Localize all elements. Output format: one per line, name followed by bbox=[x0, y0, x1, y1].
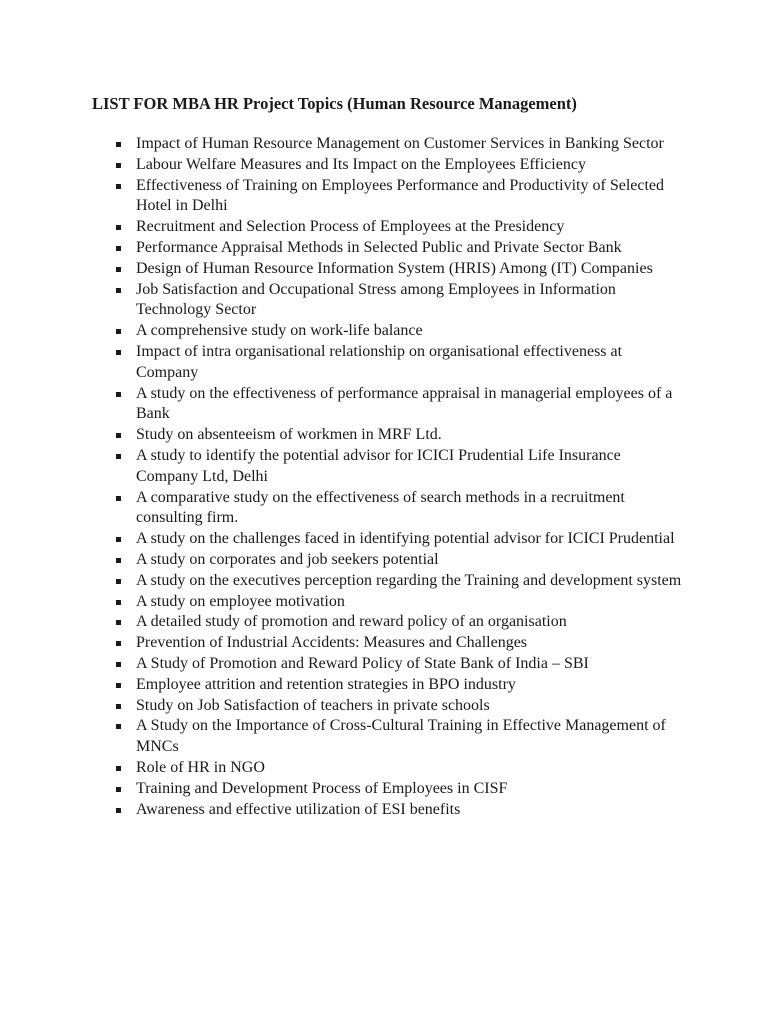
list-item bbox=[0, 758, 684, 779]
list-item bbox=[0, 696, 684, 717]
square-bullet-icon bbox=[116, 787, 121, 792]
square-bullet-icon bbox=[116, 288, 121, 293]
list-item bbox=[0, 259, 684, 280]
list-item bbox=[0, 342, 684, 384]
list-item bbox=[0, 800, 684, 821]
topic-text: Labour Welfare Measures and Its Impact on the Employees Efficiency bbox=[136, 155, 586, 173]
square-bullet-icon bbox=[116, 704, 121, 709]
square-bullet-icon bbox=[116, 392, 121, 397]
topic-text: A study on the challenges faced in identifying potential advisor for ICICI Prudential bbox=[136, 530, 675, 548]
square-bullet-icon bbox=[116, 724, 121, 729]
square-bullet-icon bbox=[116, 662, 121, 667]
list-item bbox=[0, 612, 684, 633]
square-bullet-icon bbox=[116, 579, 121, 584]
list-item bbox=[0, 155, 684, 176]
topic-text: Study on absenteeism of workmen in MRF Ltd. bbox=[136, 426, 442, 444]
topic-text: Job Satisfaction and Occupational Stress among Employees in Information Technology Sector bbox=[136, 280, 616, 319]
topic-text: A study on employee motivation bbox=[136, 592, 345, 610]
list-item bbox=[0, 675, 684, 696]
list-item bbox=[0, 529, 684, 550]
square-bullet-icon bbox=[116, 184, 121, 189]
topic-text: A detailed study of promotion and reward policy of an organisation bbox=[136, 613, 567, 631]
topic-text: A study to identify the potential advisor for ICICI Prudential Life Insurance Company Ltd, Delhi bbox=[136, 446, 621, 485]
topic-text: Design of Human Resource Information System (HRIS) Among (IT) Companies bbox=[136, 259, 653, 277]
topic-text: Role of HR in NGO bbox=[136, 758, 265, 776]
topic-text: Prevention of Industrial Accidents: Measures and Challenges bbox=[136, 634, 528, 652]
square-bullet-icon bbox=[116, 246, 121, 251]
topic-text: Effectiveness of Training on Employees Performance and Productivity of Selected Hotel in Delhi bbox=[136, 176, 665, 215]
topic-text: A study on the effectiveness of performance appraisal in managerial employees of a Bank bbox=[136, 384, 673, 423]
topic-text: Study on Job Satisfaction of teachers in private schools bbox=[136, 696, 490, 714]
list-item bbox=[0, 592, 684, 613]
list-item bbox=[0, 217, 684, 238]
square-bullet-icon bbox=[116, 163, 121, 168]
topic-text: A comprehensive study on work-life balance bbox=[136, 322, 423, 340]
list-item bbox=[0, 321, 684, 342]
list-item bbox=[0, 176, 684, 218]
topic-text: Impact of Human Resource Management on Customer Services in Banking Sector bbox=[136, 135, 664, 152]
topic-text: A study on the executives perception regarding the Training and development system bbox=[136, 571, 682, 589]
square-bullet-icon bbox=[116, 329, 121, 334]
list-item bbox=[0, 488, 684, 530]
list-item bbox=[0, 425, 684, 446]
topic-text: Training and Development Process of Employees in CISF bbox=[136, 779, 508, 797]
square-bullet-icon bbox=[116, 766, 121, 771]
topic-text: Performance Appraisal Methods in Selected Public and Private Sector Bank bbox=[136, 238, 622, 256]
square-bullet-icon bbox=[116, 558, 121, 563]
square-bullet-icon bbox=[116, 808, 121, 813]
square-bullet-icon bbox=[116, 600, 121, 605]
topic-text: A Study on the Importance of Cross-Cultural Training in Effective Management of MNCs bbox=[136, 717, 666, 756]
topic-text: Employee attrition and retention strategies in BPO industry bbox=[136, 675, 516, 693]
square-bullet-icon bbox=[116, 142, 121, 147]
square-bullet-icon bbox=[116, 350, 121, 355]
list-item bbox=[0, 716, 684, 758]
list-item bbox=[0, 384, 684, 426]
square-bullet-icon bbox=[116, 641, 121, 646]
topic-text: A comparative study on the effectiveness of search methods in a recruitment consulting firm. bbox=[136, 488, 625, 527]
topic-text: A study on corporates and job seekers potential bbox=[136, 550, 439, 568]
square-bullet-icon bbox=[116, 496, 121, 501]
square-bullet-icon bbox=[116, 537, 121, 542]
list-item bbox=[0, 571, 684, 592]
document-title: LIST FOR MBA HR Project Topics (Human Resource Management) bbox=[92, 94, 577, 113]
topic-text: Awareness and effective utilization of ESI benefits bbox=[136, 800, 461, 818]
topic-text: Impact of intra organisational relationship on organisational effectiveness at Company bbox=[136, 342, 623, 381]
topic-text: Recruitment and Selection Process of Employees at the Presidency bbox=[136, 218, 565, 236]
list-item bbox=[0, 238, 684, 259]
list-item bbox=[0, 280, 684, 322]
topic-list bbox=[0, 134, 684, 820]
square-bullet-icon bbox=[116, 267, 121, 272]
topic-text: A Study of Promotion and Reward Policy of State Bank of India – SBI bbox=[136, 654, 589, 672]
square-bullet-icon bbox=[116, 433, 121, 438]
list-item bbox=[0, 550, 684, 571]
square-bullet-icon bbox=[116, 620, 121, 625]
list-item bbox=[0, 633, 684, 654]
list-item bbox=[0, 134, 684, 155]
square-bullet-icon bbox=[116, 454, 121, 459]
square-bullet-icon bbox=[116, 683, 121, 688]
list-item bbox=[0, 446, 684, 488]
list-item bbox=[0, 654, 684, 675]
list-item bbox=[0, 779, 684, 800]
square-bullet-icon bbox=[116, 225, 121, 230]
